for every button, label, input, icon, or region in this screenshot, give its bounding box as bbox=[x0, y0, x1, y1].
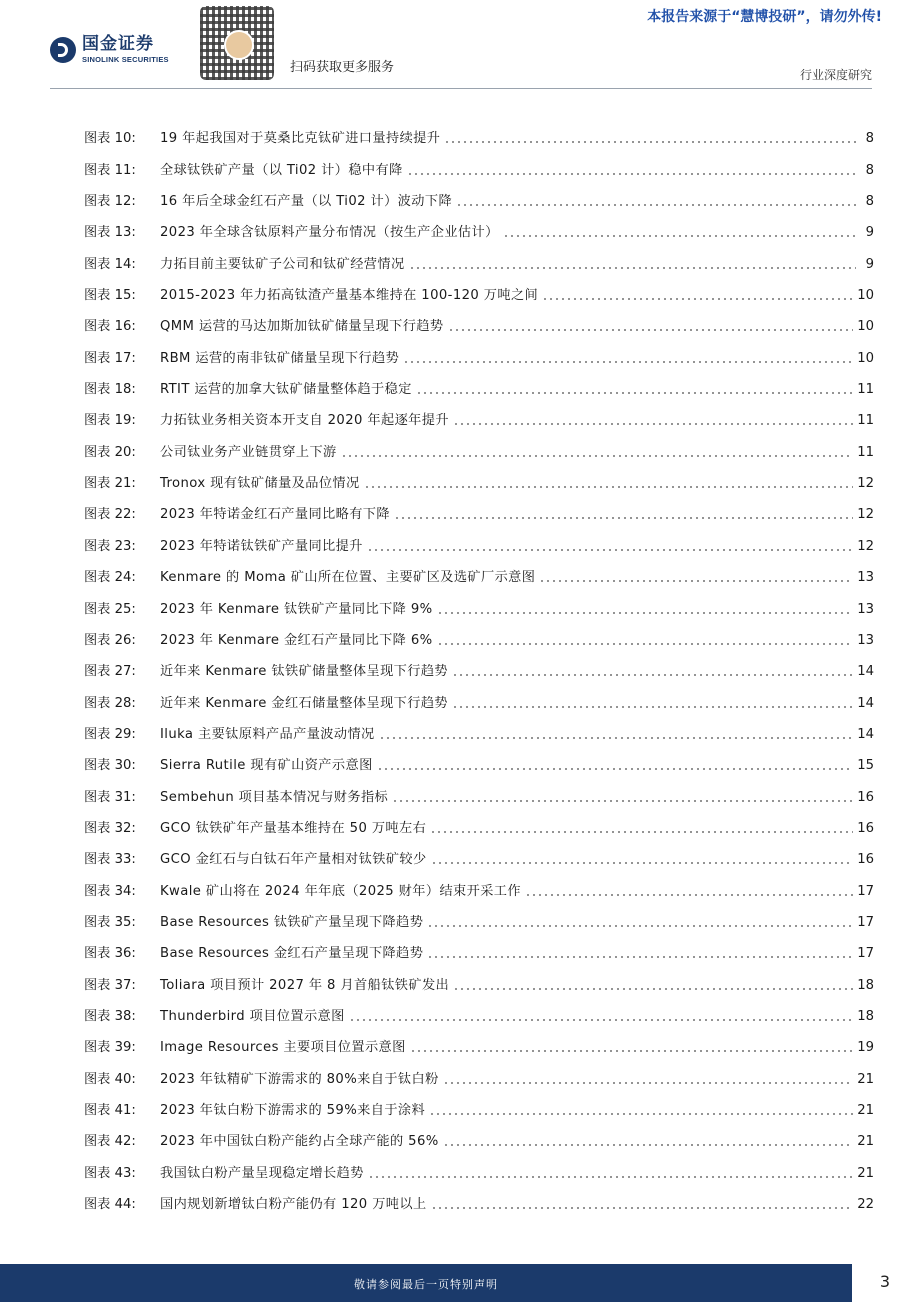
toc-leader-dots bbox=[525, 894, 853, 896]
toc-leader-dots bbox=[427, 956, 853, 958]
page-number: 3 bbox=[879, 1272, 890, 1291]
toc-entry[interactable] bbox=[84, 272, 874, 303]
toc-entry-page: 21 bbox=[857, 1103, 874, 1118]
toc-entry-title: 近年来 Kenmare 钛铁矿储量整体呈现下行趋势 bbox=[160, 664, 449, 680]
toc-entry-page: 9 bbox=[865, 225, 874, 241]
toc-entry[interactable] bbox=[84, 178, 874, 209]
toc-entry-label: 图表 28: bbox=[84, 695, 136, 711]
toc-leader-dots bbox=[452, 674, 853, 676]
toc-leader-dots bbox=[456, 204, 856, 206]
toc-entry-title: Base Resources 钛铁矿产量呈现下降趋势 bbox=[160, 914, 424, 930]
toc-entry-page: 17 bbox=[857, 914, 874, 930]
toc-leader-dots bbox=[453, 423, 853, 425]
toc-entry-page: 13 bbox=[857, 570, 874, 586]
toc-entry-title: Iluka 主要钛原料产品产量波动情况 bbox=[160, 726, 375, 742]
toc-entry[interactable] bbox=[84, 491, 874, 522]
toc-entry-title: 我国钛白粉产量呈现稳定增长趋势 bbox=[160, 1165, 364, 1181]
toc-entry-title: 2023 年钛精矿下游需求的 80%来自于钛白粉 bbox=[160, 1071, 439, 1087]
toc-entry-title: 全球钛铁矿产量（以 Ti02 计）稳中有降 bbox=[160, 162, 403, 178]
toc-entry[interactable] bbox=[84, 648, 874, 679]
toc-entry[interactable] bbox=[84, 585, 874, 616]
toc-entry-page: 12 bbox=[857, 476, 874, 492]
toc-entry-label: 图表 24: bbox=[84, 570, 136, 586]
toc-leader-dots bbox=[403, 361, 853, 363]
footer-disclaimer: 敬请参阅最后一页特别声明 bbox=[354, 1278, 498, 1291]
toc-entry-title: Toliara 项目预计 2027 年 8 月首船钛铁矿发出 bbox=[160, 977, 450, 993]
toc-entry-page: 17 bbox=[857, 946, 874, 962]
toc-entry-page: 21 bbox=[857, 1071, 874, 1087]
toc-leader-dots bbox=[409, 267, 856, 269]
toc-entry-page: 12 bbox=[857, 507, 874, 523]
toc-entry[interactable] bbox=[84, 679, 874, 710]
toc-entry-label: 图表 23: bbox=[84, 538, 136, 554]
toc-entry[interactable] bbox=[84, 303, 874, 334]
toc-leader-dots bbox=[453, 988, 853, 990]
toc-entry-label: 图表 35: bbox=[84, 914, 136, 930]
toc-entry[interactable] bbox=[84, 1149, 874, 1180]
toc-entry-label: 图表 16: bbox=[84, 319, 136, 335]
toc-entry-label: 图表 15: bbox=[84, 288, 136, 304]
toc-entry-label: 图表 36: bbox=[84, 946, 136, 962]
toc-entry[interactable] bbox=[84, 711, 874, 742]
toc-leader-dots bbox=[367, 549, 853, 551]
toc-entry-page: 16 bbox=[857, 852, 874, 868]
toc-entry-title: 2023 年中国钛白粉产能约占全球产能的 56% bbox=[160, 1134, 439, 1150]
toc-entry-title: Thunderbird 项目位置示意图 bbox=[160, 1008, 345, 1024]
toc-leader-dots bbox=[394, 517, 853, 519]
toc-entry-page: 16 bbox=[857, 789, 874, 805]
toc-entry-title: 2023 年 Kenmare 钛铁矿产量同比下降 9% bbox=[160, 601, 433, 617]
toc-entry-label: 图表 30: bbox=[84, 758, 136, 774]
toc-entry-label: 图表 29: bbox=[84, 726, 136, 742]
toc-leader-dots bbox=[379, 737, 854, 739]
toc-entry[interactable] bbox=[84, 1181, 874, 1212]
toc-entry-title: 16 年后全球金红石产量（以 Ti02 计）波动下降 bbox=[160, 194, 453, 210]
toc-entry-title: 国内规划新增钛白粉产能仍有 120 万吨以上 bbox=[160, 1197, 427, 1213]
toc-leader-dots bbox=[349, 1019, 853, 1021]
toc-entry[interactable] bbox=[84, 773, 874, 804]
toc-leader-dots bbox=[368, 1176, 853, 1178]
toc-entry-label: 图表 43: bbox=[84, 1165, 136, 1181]
toc-entry-title: 力拓目前主要钛矿子公司和钛矿经营情况 bbox=[160, 256, 405, 272]
toc-entry-page: 8 bbox=[865, 131, 874, 147]
toc-entry-page: 21 bbox=[857, 1134, 874, 1150]
toc-entry-page: 13 bbox=[857, 632, 874, 648]
toc-entry[interactable] bbox=[84, 146, 874, 177]
toc-leader-dots bbox=[427, 925, 853, 927]
toc-leader-dots bbox=[443, 1144, 854, 1146]
toc-leader-dots bbox=[377, 768, 854, 770]
toc-entry-page: 11 bbox=[857, 444, 874, 460]
toc-entry-label: 图表 38: bbox=[84, 1008, 136, 1024]
toc-entry-page: 14 bbox=[857, 695, 874, 711]
toc-entry-page: 10 bbox=[857, 350, 874, 366]
toc-entry-label: 图表 31: bbox=[84, 789, 136, 805]
toc-entry[interactable] bbox=[84, 867, 874, 898]
toc-entry-title: 近年来 Kenmare 金红石储量整体呈现下行趋势 bbox=[160, 695, 449, 711]
toc-entry-label: 图表 11: bbox=[84, 162, 136, 178]
toc-leader-dots bbox=[443, 1082, 854, 1084]
toc-entry-title: Tronox 现有钛矿储量及品位情况 bbox=[160, 476, 360, 492]
toc-entry[interactable] bbox=[84, 460, 874, 491]
toc-entry-label: 图表 42: bbox=[84, 1134, 136, 1150]
toc-entry[interactable] bbox=[84, 836, 874, 867]
toc-entry[interactable] bbox=[84, 805, 874, 836]
toc-entry-page: 12 bbox=[857, 538, 874, 554]
toc-leader-dots bbox=[437, 612, 854, 614]
source-notice: 本报告来源于“慧博投研”，请勿外传! bbox=[647, 9, 882, 25]
toc-leader-dots bbox=[431, 862, 854, 864]
toc-leader-dots bbox=[437, 643, 854, 645]
toc-entry-label: 图表 12: bbox=[84, 194, 136, 210]
toc-entry-title: 公司钛业务产业链贯穿上下游 bbox=[160, 444, 337, 460]
toc-entry-label: 图表 26: bbox=[84, 632, 136, 648]
toc-entry-title: 2023 年全球含钛原料产量分布情况（按生产企业估计） bbox=[160, 225, 499, 241]
toc-entry-label: 图表 21: bbox=[84, 476, 136, 492]
toc-entry-title: Kenmare 的 Moma 矿山所在位置、主要矿区及选矿厂示意图 bbox=[160, 570, 536, 586]
toc-entry-label: 图表 19: bbox=[84, 413, 136, 429]
toc-entry[interactable] bbox=[84, 1087, 874, 1118]
toc-entry-page: 17 bbox=[857, 883, 874, 899]
toc-leader-dots bbox=[542, 298, 853, 300]
toc-entry-page: 9 bbox=[865, 256, 874, 272]
toc-entry-title: Sembehun 项目基本情况与财务指标 bbox=[160, 789, 389, 805]
toc-entry[interactable] bbox=[84, 554, 874, 585]
toc-entry-label: 图表 27: bbox=[84, 664, 136, 680]
toc-entry-page: 13 bbox=[857, 601, 874, 617]
toc-leader-dots bbox=[430, 831, 853, 833]
toc-entry-label: 图表 17: bbox=[84, 350, 136, 366]
toc-entry-page: 14 bbox=[857, 726, 874, 742]
toc-entry[interactable] bbox=[84, 366, 874, 397]
toc-leader-dots bbox=[416, 392, 853, 394]
toc-entry-label: 图表 40: bbox=[84, 1071, 136, 1087]
logo-name-cn: 国金证券 bbox=[82, 34, 154, 54]
toc-entry-label: 图表 10: bbox=[84, 131, 136, 147]
toc-leader-dots bbox=[407, 173, 856, 175]
toc-entry-page: 11 bbox=[857, 413, 874, 429]
toc-entry-page: 21 bbox=[857, 1165, 874, 1181]
toc-entry-title: RTIT 运营的加拿大钛矿储量整体趋于稳定 bbox=[160, 382, 412, 398]
toc-entry-title: 2023 年特诺金红石产量同比略有下降 bbox=[160, 507, 390, 523]
qr-hint-text: 扫码获取更多服务 bbox=[290, 60, 395, 75]
toc-entry[interactable] bbox=[84, 334, 874, 365]
company-logo bbox=[50, 36, 169, 64]
toc-entry[interactable] bbox=[84, 930, 874, 961]
toc-entry-title: GCO 钛铁矿年产量基本维持在 50 万吨左右 bbox=[160, 820, 427, 836]
toc-entry-label: 图表 33: bbox=[84, 852, 136, 868]
toc-entry-title: 2023 年特诺钛铁矿产量同比提升 bbox=[160, 538, 363, 554]
toc-entry-label: 图表 13: bbox=[84, 225, 136, 241]
toc-leader-dots bbox=[448, 329, 854, 331]
toc-entry[interactable] bbox=[84, 742, 874, 773]
toc-entry[interactable] bbox=[84, 617, 874, 648]
toc-entry[interactable] bbox=[84, 240, 874, 271]
toc-leader-dots bbox=[503, 235, 856, 237]
header-divider bbox=[50, 88, 872, 89]
toc-entry-page: 11 bbox=[857, 382, 874, 398]
toc-entry-title: Image Resources 主要项目位置示意图 bbox=[160, 1040, 406, 1056]
toc-entry-title: 2023 年钛白粉下游需求的 59%来自于涂料 bbox=[160, 1103, 426, 1118]
toc-entry[interactable] bbox=[84, 428, 874, 459]
toc-entry-page: 15 bbox=[857, 758, 874, 774]
toc-entry-label: 图表 18: bbox=[84, 382, 136, 398]
toc-entry-title: 19 年起我国对于莫桑比克钛矿进口量持续提升 bbox=[160, 131, 441, 147]
toc-entry[interactable] bbox=[84, 993, 874, 1024]
toc-leader-dots bbox=[539, 580, 853, 582]
figure-index-list bbox=[84, 115, 874, 1212]
toc-entry[interactable] bbox=[84, 522, 874, 553]
toc-entry-title: 2015-2023 年力拓高钛渣产量基本维持在 100-120 万吨之间 bbox=[160, 288, 539, 304]
toc-leader-dots bbox=[429, 1113, 853, 1115]
toc-entry-title: Sierra Rutile 现有矿山资产示意图 bbox=[160, 758, 373, 774]
toc-entry-label: 图表 25: bbox=[84, 601, 136, 617]
toc-entry-label: 图表 14: bbox=[84, 256, 136, 272]
toc-entry-label: 图表 41: bbox=[84, 1103, 136, 1118]
toc-entry-label: 图表 44: bbox=[84, 1197, 136, 1213]
toc-entry[interactable] bbox=[84, 209, 874, 240]
toc-leader-dots bbox=[392, 800, 853, 802]
toc-entry-page: 18 bbox=[857, 1008, 874, 1024]
toc-entry-label: 图表 37: bbox=[84, 977, 136, 993]
toc-entry-title: Base Resources 金红石产量呈现下降趋势 bbox=[160, 946, 424, 962]
toc-entry-page: 8 bbox=[865, 194, 874, 210]
toc-entry[interactable] bbox=[84, 1024, 874, 1055]
qr-center-logo-icon bbox=[224, 30, 254, 60]
toc-entry[interactable] bbox=[84, 1118, 874, 1149]
toc-entry-label: 图表 20: bbox=[84, 444, 136, 460]
report-type-label: 行业深度研究 bbox=[799, 68, 872, 82]
toc-entry-page: 16 bbox=[857, 820, 874, 836]
page-header bbox=[0, 0, 920, 90]
toc-entry-page: 22 bbox=[857, 1197, 874, 1213]
toc-entry-page: 14 bbox=[857, 664, 874, 680]
toc-leader-dots bbox=[452, 706, 853, 708]
toc-leader-dots bbox=[364, 486, 854, 488]
toc-entry[interactable] bbox=[84, 397, 874, 428]
toc-entry[interactable] bbox=[84, 1055, 874, 1086]
qr-code-icon bbox=[200, 6, 274, 80]
toc-leader-dots bbox=[444, 141, 856, 143]
page-footer bbox=[0, 1264, 920, 1302]
toc-leader-dots bbox=[341, 455, 854, 457]
toc-entry-title: 力拓钛业务相关资本开支自 2020 年起逐年提升 bbox=[160, 413, 449, 429]
toc-entry-label: 图表 39: bbox=[84, 1040, 136, 1056]
toc-entry-title: RBM 运营的南非钛矿储量呈现下行趋势 bbox=[160, 350, 400, 366]
toc-entry-label: 图表 22: bbox=[84, 507, 136, 523]
logo-name-en: SINOLINK SECURITIES bbox=[82, 55, 169, 64]
toc-entry-page: 10 bbox=[857, 288, 874, 304]
toc-leader-dots bbox=[410, 1050, 854, 1052]
toc-entry-title: GCO 金红石与白钛石年产量相对钛铁矿较少 bbox=[160, 852, 427, 868]
toc-entry-label: 图表 34: bbox=[84, 883, 136, 899]
toc-entry-page: 10 bbox=[857, 319, 874, 335]
toc-leader-dots bbox=[431, 1207, 854, 1209]
toc-entry-title: Kwale 矿山将在 2024 年年底（2025 财年）结束开采工作 bbox=[160, 883, 521, 899]
toc-entry-title: QMM 运营的马达加斯加钛矿储量呈现下行趋势 bbox=[160, 319, 444, 335]
toc-entry[interactable] bbox=[84, 899, 874, 930]
toc-entry-title: 2023 年 Kenmare 金红石产量同比下降 6% bbox=[160, 632, 433, 648]
toc-entry-page: 18 bbox=[857, 977, 874, 993]
sinolink-logo-icon bbox=[50, 37, 76, 63]
toc-entry[interactable] bbox=[84, 115, 874, 146]
toc-entry-page: 19 bbox=[857, 1040, 874, 1056]
toc-entry-page: 8 bbox=[865, 162, 874, 178]
toc-entry-label: 图表 32: bbox=[84, 820, 136, 836]
toc-entry[interactable] bbox=[84, 961, 874, 992]
